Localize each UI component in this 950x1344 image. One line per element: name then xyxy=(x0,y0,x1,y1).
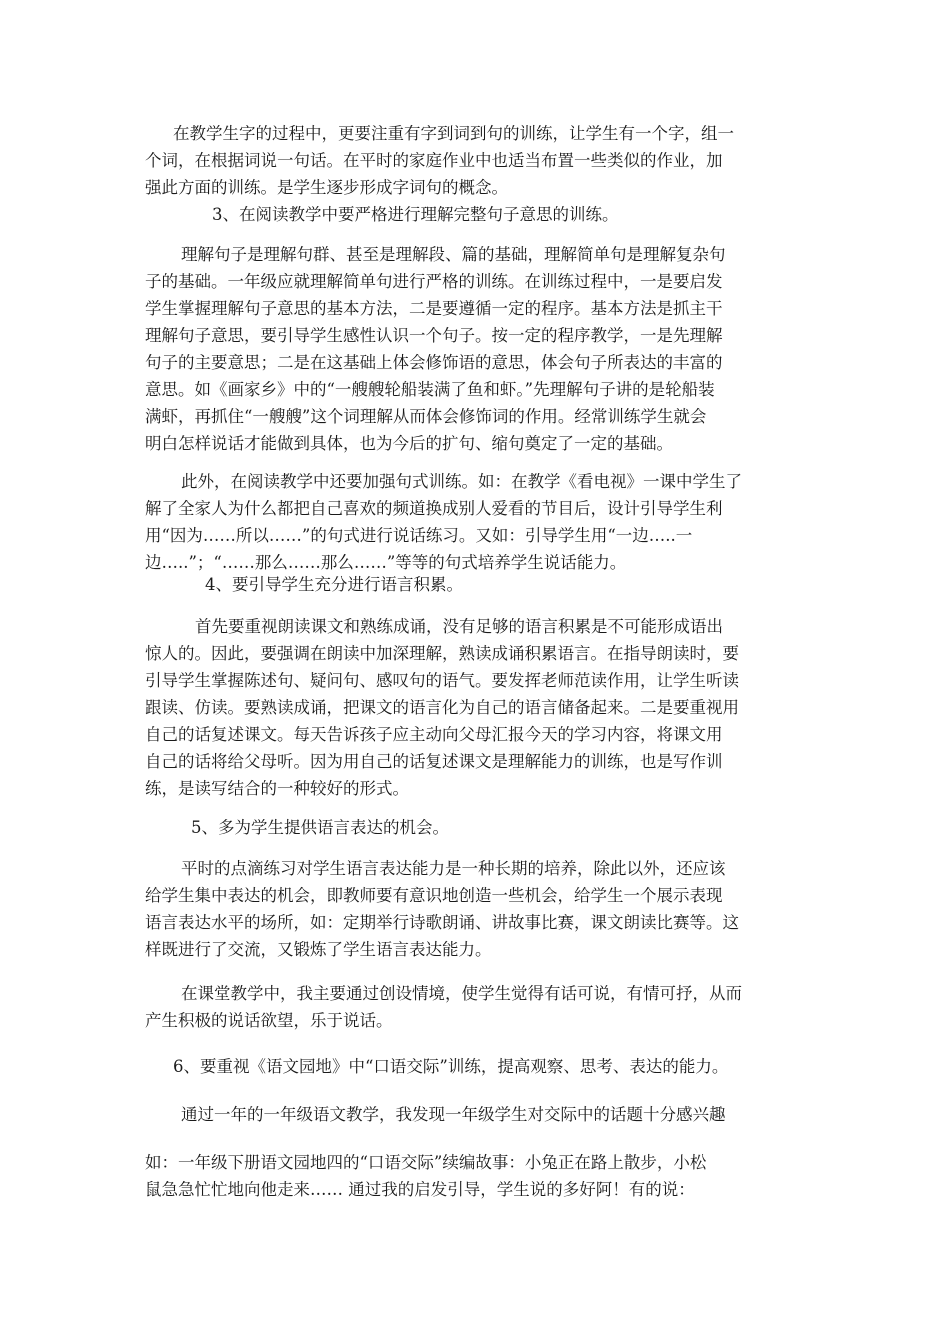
text-line: 子的基础。一年级应就理解简单句进行严格的训练。在训练过程中，一是要启发 xyxy=(145,272,723,291)
text-line: 解了全家人为什么都把自己喜欢的频道换成别人爱看的节目后，设计引导学生利 xyxy=(145,499,723,518)
heading-3 xyxy=(145,201,808,228)
text-line: 明白怎样说话才能做到具体，也为今后的扩句、缩句奠定了一定的基础。 xyxy=(145,434,673,453)
text-line: 5、多为学生提供语言表达的机会。 xyxy=(191,818,449,837)
text-line: 练，是读写结合的一种较好的形式。 xyxy=(145,779,409,798)
text-line: 首先要重视朗读课文和熟练成诵，没有足够的语言积累是不可能形成语出 xyxy=(195,617,723,636)
text-line: 鼠急急忙忙地向他走来…… 通过我的启发引导，学生说的多好阿！有的说： xyxy=(145,1180,695,1199)
text-line: 4、要引导学生充分进行语言积累。 xyxy=(205,575,463,594)
text-line: 在课堂教学中，我主要通过创设情境，使学生觉得有话可说，有情可抒，从而 xyxy=(181,984,742,1003)
heading-6 xyxy=(145,1053,808,1080)
text-line: 句子的主要意思；二是在这基础上体会修饰语的意思，体会句子所表达的丰富的 xyxy=(145,353,723,372)
paragraph-sentence-pattern xyxy=(145,468,808,576)
heading-5 xyxy=(145,814,808,841)
text-line: 6、要重视《语文园地》中“口语交际”训练，提高观察、思考、表达的能力。 xyxy=(173,1057,729,1076)
text-line: 平时的点滴练习对学生语言表达能力是一种长期的培养，除此以外，还应该 xyxy=(181,859,726,878)
text-line: 理解句子意思，要引导学生感性认识一个句子。按一定的程序教学，一是先理解 xyxy=(145,326,723,345)
text-line: 3、在阅读教学中要严格进行理解完整句子意思的训练。 xyxy=(212,205,619,224)
text-line: 自己的话将给父母听。因为用自己的话复述课文是理解能力的训练，也是写作训 xyxy=(145,752,723,771)
text-line: 自己的话复述课文。每天告诉孩子应主动向父母汇报今天的学习内容，将课文用 xyxy=(145,725,723,744)
text-line: 此外，在阅读教学中还要加强句式训练。如：在教学《看电视》一课中学生了 xyxy=(181,472,742,491)
paragraph-classroom-teaching xyxy=(145,980,808,1034)
text-line: 引导学生掌握陈述句、疑问句、感叹句的语气。要发挥老师范读作用，让学生听读 xyxy=(145,671,739,690)
text-line: 学生掌握理解句子意思的基本方法，二是要遵循一定的程序。基本方法是抓主干 xyxy=(145,299,723,318)
text-line: 个词，在根据词说一句话。在平时的家庭作业中也适当布置一些类似的作业，加 xyxy=(145,151,723,170)
text-line: 强此方面的训练。是学生逐步形成字词句的概念。 xyxy=(145,178,508,197)
text-line: 给学生集中表达的机会，即教师要有意识地创造一些机会，给学生一个展示表现 xyxy=(145,886,723,905)
paragraph-character-training xyxy=(145,120,808,201)
text-line: 意思。如《画家乡》中的“一艘艘轮船装满了鱼和虾。”先理解句子讲的是轮船装 xyxy=(145,380,715,399)
text-line: 通过一年的一年级语文教学，我发现一年级学生对交际中的话题十分感兴趣 xyxy=(181,1105,726,1124)
text-line: 惊人的。因此，要强调在朗读中加深理解，熟读成诵积累语言。在指导朗读时，要 xyxy=(145,644,739,663)
text-line: 在教学生字的过程中，更要注重有字到词到句的训练，让学生有一个字，组一 xyxy=(173,124,734,143)
paragraph-story-example xyxy=(145,1149,808,1203)
text-line: 理解句子是理解句群、甚至是理解段、篇的基础，理解简单句是理解复杂句 xyxy=(181,245,726,264)
text-line: 用“因为……所以……”的句式进行说话练习。又如：引导学生用“一边…..一 xyxy=(145,526,693,545)
text-line: 跟读、仿读。要熟读成诵，把课文的语言化为自己的语言储备起来。二是要重视用 xyxy=(145,698,739,717)
paragraph-sentence-understanding xyxy=(145,241,808,457)
text-line: 如：一年级下册语文园地四的“口语交际”续编故事：小兔正在路上散步，小松 xyxy=(145,1153,707,1172)
text-line: 满虾，再抓住“一艘艘”这个词理解从而体会修饰词的作用。经常训练学生就会 xyxy=(145,407,707,426)
text-line: 语言表达水平的场所，如：定期举行诗歌朗诵、讲故事比赛，课文朗读比赛等。这 xyxy=(145,913,739,932)
paragraph-language-accumulation xyxy=(145,613,808,802)
paragraph-one-year-teaching xyxy=(145,1101,808,1128)
text-line: 边…..”；“……那么……那么……”等等的句式培养学生说话能力。 xyxy=(145,553,627,572)
text-line: 产生积极的说话欲望，乐于说话。 xyxy=(145,1011,393,1030)
heading-4 xyxy=(145,571,808,598)
text-line: 样既进行了交流，又锻炼了学生语言表达能力。 xyxy=(145,940,492,959)
paragraph-expression-opportunity xyxy=(145,855,808,963)
